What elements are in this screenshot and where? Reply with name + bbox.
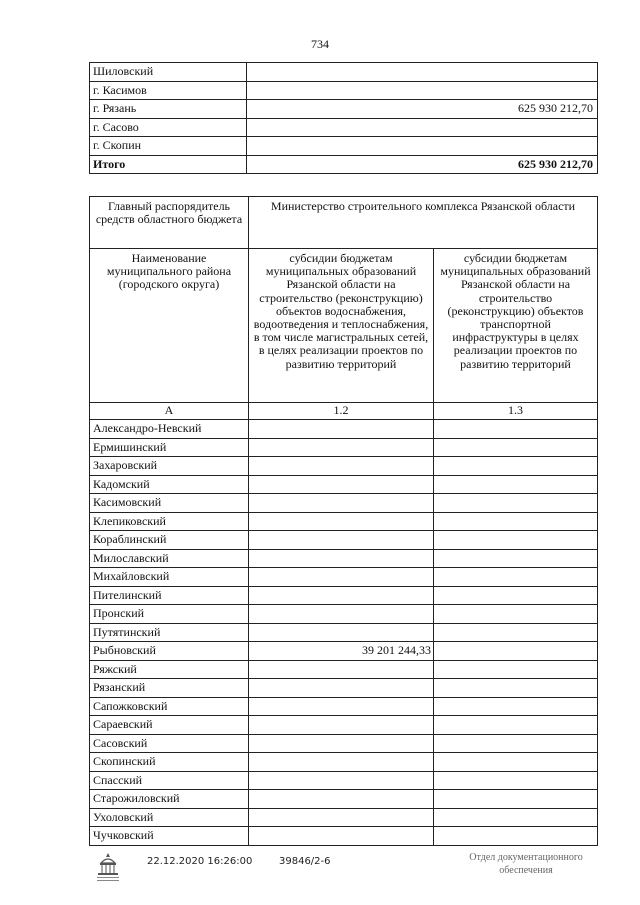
amount-col-1-3 — [434, 697, 598, 716]
header-col-1-2: субсидии бюджетам муниципальных образований Рязанской области на строительство (реконструкцию) объектов водоснабжения, водоотведения и теплоснабжения, в том числе магистральных сетей, в целях реализации проектов по развитию территорий — [249, 249, 434, 403]
table-row — [90, 827, 598, 846]
district-amount — [247, 63, 598, 82]
duma-building-logo-icon — [95, 851, 121, 885]
table-row — [90, 808, 598, 827]
amount-col-1-3 — [434, 549, 598, 568]
district-name: Ермишинский — [90, 438, 249, 457]
amount-col-1-3 — [434, 568, 598, 587]
table-row — [90, 660, 598, 679]
district-name: Рязанский — [90, 679, 249, 698]
table-row — [90, 679, 598, 698]
amount-col-1-2 — [249, 697, 434, 716]
amount-col-1-3 — [434, 827, 598, 846]
total-amount: 625 930 212,70 — [247, 155, 598, 174]
table-row — [90, 790, 598, 809]
table-row — [90, 494, 598, 513]
amount-col-1-3 — [434, 771, 598, 790]
table-row — [90, 420, 598, 439]
amount-col-1-3 — [434, 605, 598, 624]
table-row — [90, 716, 598, 735]
subsidies-table — [89, 196, 598, 846]
table-row — [90, 81, 598, 100]
district-name: Касимовский — [90, 494, 249, 513]
amount-col-1-2 — [249, 438, 434, 457]
amount-col-1-2: 39 201 244,33 — [249, 642, 434, 661]
district-name: Пронский — [90, 605, 249, 624]
district-name: Ухоловский — [90, 808, 249, 827]
district-amount: 625 930 212,70 — [247, 100, 598, 119]
table-row — [90, 549, 598, 568]
amount-col-1-3 — [434, 808, 598, 827]
district-name: Чучковский — [90, 827, 249, 846]
amount-col-1-2 — [249, 753, 434, 772]
district-name: Пителинский — [90, 586, 249, 605]
amount-col-1-2 — [249, 549, 434, 568]
district-name: Милославский — [90, 549, 249, 568]
header-col-1-3: субсидии бюджетам муниципальных образований Рязанской области на строительство (реконструкцию) объектов транспортной инфраструктуры в целях реализации проектов по развитию территорий — [434, 249, 598, 403]
district-name: Кораблинский — [90, 531, 249, 550]
page-number: 734 — [311, 37, 329, 51]
header-row-main — [90, 197, 598, 249]
footer-timestamp: 22.12.2020 16:26:00 — [147, 856, 253, 867]
amount-col-1-3 — [434, 790, 598, 809]
amount-col-1-3 — [434, 420, 598, 439]
district-name: Александро-Невский — [90, 420, 249, 439]
table-row — [90, 605, 598, 624]
district-name: г. Рязань — [90, 100, 247, 119]
amount-col-1-2 — [249, 679, 434, 698]
district-name: Ряжский — [90, 660, 249, 679]
district-name: Шиловский — [90, 63, 247, 82]
table-row — [90, 753, 598, 772]
amount-col-1-2 — [249, 808, 434, 827]
table-row — [90, 531, 598, 550]
column-numbers-row — [90, 403, 598, 420]
total-label: Итого — [90, 155, 247, 174]
amount-col-1-2 — [249, 494, 434, 513]
page-footer — [89, 851, 609, 891]
amount-col-1-2 — [249, 623, 434, 642]
district-name: Старожиловский — [90, 790, 249, 809]
amount-col-1-3 — [434, 679, 598, 698]
amount-col-1-3 — [434, 438, 598, 457]
table-row — [90, 475, 598, 494]
header-row-sub — [90, 249, 598, 403]
table-row — [90, 63, 598, 82]
table-row — [90, 734, 598, 753]
amount-col-1-3 — [434, 753, 598, 772]
district-name: Сапожковский — [90, 697, 249, 716]
table-row — [90, 118, 598, 137]
colnum-1-3: 1.3 — [434, 403, 598, 420]
amount-col-1-3 — [434, 494, 598, 513]
amount-col-1-2 — [249, 457, 434, 476]
amount-col-1-2 — [249, 734, 434, 753]
table-row — [90, 568, 598, 587]
amount-col-1-3 — [434, 660, 598, 679]
table-row — [90, 512, 598, 531]
amount-col-1-2 — [249, 475, 434, 494]
amount-col-1-2 — [249, 420, 434, 439]
header-district-name: Наименование муниципального района (городского округа) — [90, 249, 249, 403]
district-name: Спасский — [90, 771, 249, 790]
district-name: г. Скопин — [90, 137, 247, 156]
district-name: Захаровский — [90, 457, 249, 476]
district-name: Михайловский — [90, 568, 249, 587]
district-name: г. Касимов — [90, 81, 247, 100]
table-row — [90, 100, 598, 119]
totals-table — [89, 62, 598, 174]
amount-col-1-2 — [249, 586, 434, 605]
header-ministry: Министерство строительного комплекса Рязанской области — [249, 197, 598, 249]
district-name: Путятинский — [90, 623, 249, 642]
district-name: Сараевский — [90, 716, 249, 735]
table-row — [90, 623, 598, 642]
amount-col-1-3 — [434, 716, 598, 735]
footer-department-line1: Отдел документационного — [469, 852, 583, 863]
amount-col-1-2 — [249, 660, 434, 679]
amount-col-1-3 — [434, 642, 598, 661]
district-name: Кадомский — [90, 475, 249, 494]
amount-col-1-3 — [434, 586, 598, 605]
amount-col-1-2 — [249, 568, 434, 587]
colnum-1-2: 1.2 — [249, 403, 434, 420]
table-row — [90, 771, 598, 790]
table-row — [90, 137, 598, 156]
district-name: Сасовский — [90, 734, 249, 753]
footer-department-line2: обеспечения — [499, 865, 553, 876]
amount-col-1-2 — [249, 605, 434, 624]
amount-col-1-2 — [249, 716, 434, 735]
total-row — [90, 155, 598, 174]
table-row — [90, 697, 598, 716]
table-row — [90, 438, 598, 457]
district-name: Рыбновский — [90, 642, 249, 661]
district-amount — [247, 118, 598, 137]
table-row — [90, 586, 598, 605]
amount-col-1-2 — [249, 531, 434, 550]
amount-col-1-3 — [434, 457, 598, 476]
district-name: Скопинский — [90, 753, 249, 772]
amount-col-1-2 — [249, 771, 434, 790]
amount-col-1-2 — [249, 790, 434, 809]
amount-col-1-3 — [434, 475, 598, 494]
header-budget-manager: Главный распорядитель средств областного бюджета — [90, 197, 249, 249]
district-amount — [247, 81, 598, 100]
amount-col-1-3 — [434, 734, 598, 753]
amount-col-1-2 — [249, 512, 434, 531]
amount-col-1-3 — [434, 512, 598, 531]
district-name: Клепиковский — [90, 512, 249, 531]
footer-department — [441, 851, 611, 877]
footer-doc-id: 39846/2-6 — [279, 856, 331, 867]
district-amount — [247, 137, 598, 156]
colnum-a: А — [90, 403, 249, 420]
amount-col-1-3 — [434, 531, 598, 550]
table-row — [90, 457, 598, 476]
amount-col-1-3 — [434, 623, 598, 642]
district-name: г. Сасово — [90, 118, 247, 137]
table-row — [90, 642, 598, 661]
amount-col-1-2 — [249, 827, 434, 846]
